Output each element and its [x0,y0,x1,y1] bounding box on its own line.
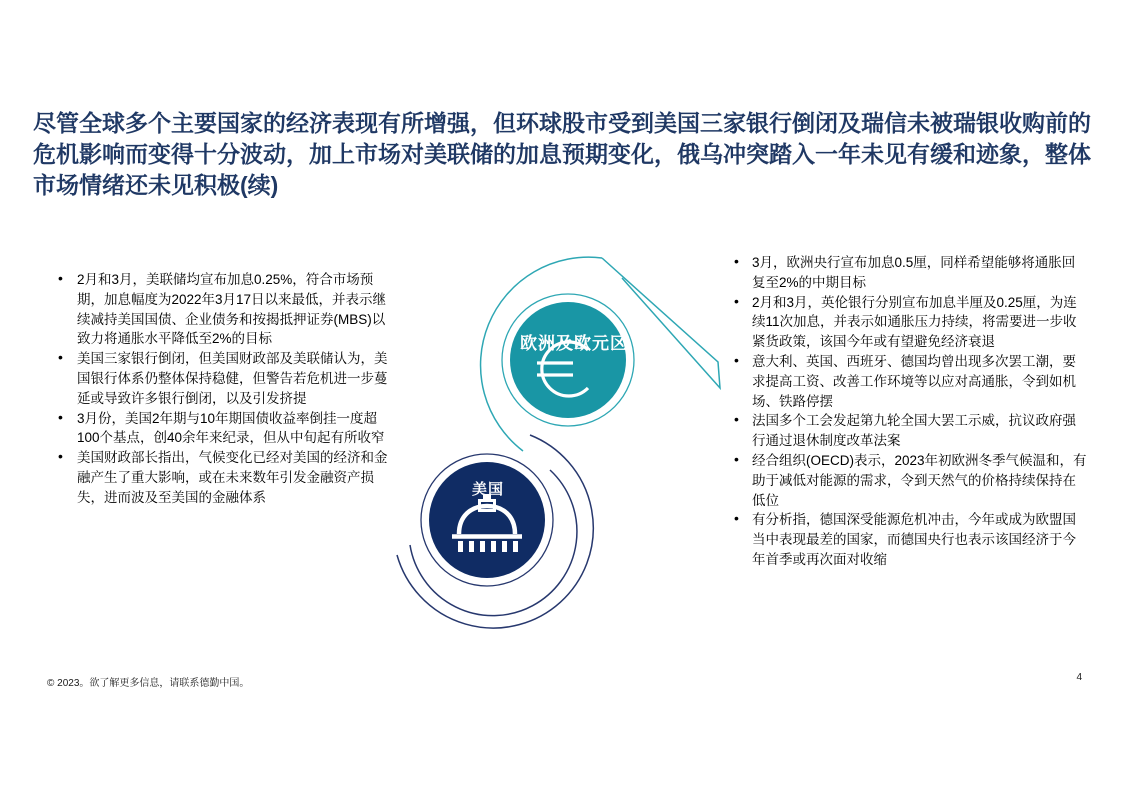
us-news-list [56,270,394,508]
swirl-graphic [375,245,735,640]
bullet-item: • 美国财政部长指出，气候变化已经对美国的经济和金融产生了重大影响，或在未来数年引发金融资产损失，进而波及至美国的金融体系 [56,448,394,507]
us-bubble-label: 美国 [471,481,504,498]
bullet-item: • 意大利、英国、西班牙、德国均曾出现多次罢工潮，要求提高工资、改善工作环境等以应对高通胀，令到如机场、铁路停摆 [734,352,1088,411]
bullet-item: • 美国三家银行倒闭，但美国财政部及美联储认为，美国银行体系仍整体保持稳健，但警告若危机进一步蔓延或导致许多银行倒闭，以及引发挤提 [56,349,394,408]
bullet-item: • 2月和3月，英伦银行分别宣布加息半厘及0.25厘，为连续11次加息，并表示如通胀压力持续，将需要进一步收紧货政策，该国今年或有望避免经济衰退 [734,293,1088,352]
page-title: 尽管全球多个主要国家的经济表现有所增强，但环球股市受到美国三家银行倒闭及瑞信未被瑞银收购前的危机影响而变得十分波动，加上市场对美联储的加息预期变化，俄乌冲突踏入一年未见有缓和迹象，整体市场情绪还未见积极(续) [33,110,1091,198]
europe-circle [510,302,626,418]
bullet-item: • 2月和3月，美联储均宣布加息0.25%，符合市场预期，加息幅度为2022年3月17日以来最低，并表示继续减持美国国债、企业债务和按揭抵押证券(MBS)以致力将通胀水平降低至2%的目标 [56,270,394,349]
bullet-item: • 法国多个工会发起第九轮全国大罢工示威，抗议政府强行通过退休制度改革法案 [734,411,1088,451]
europe-news-list [734,253,1088,570]
bullet-item: • 3月份，美国2年期与10年期国债收益率倒挂一度超100个基点，创40余年来纪录，但从中旬起有所收窄 [56,409,394,449]
bullet-item: • 3月，欧洲央行宣布加息0.5厘，同样希望能够将通胀回复至2%的中期目标 [734,253,1088,293]
footer-copyright: © 2023。欲了解更多信息，请联系德勤中国。 [47,678,250,689]
europe-bubble-label: 欧洲及欧元区 [520,334,628,353]
bullet-item: • 有分析指，德国深受能源危机冲击，今年或成为欧盟国当中表现最差的国家，而德国央行也表示该国经济于今年首季或再次面对收缩 [734,510,1088,569]
page-number: 4 [1076,672,1082,683]
bullet-item: • 经合组织(OECD)表示，2023年初欧洲冬季气候温和，有助于减低对能源的需求，令到天然气的价格持续保持在低位 [734,451,1088,510]
